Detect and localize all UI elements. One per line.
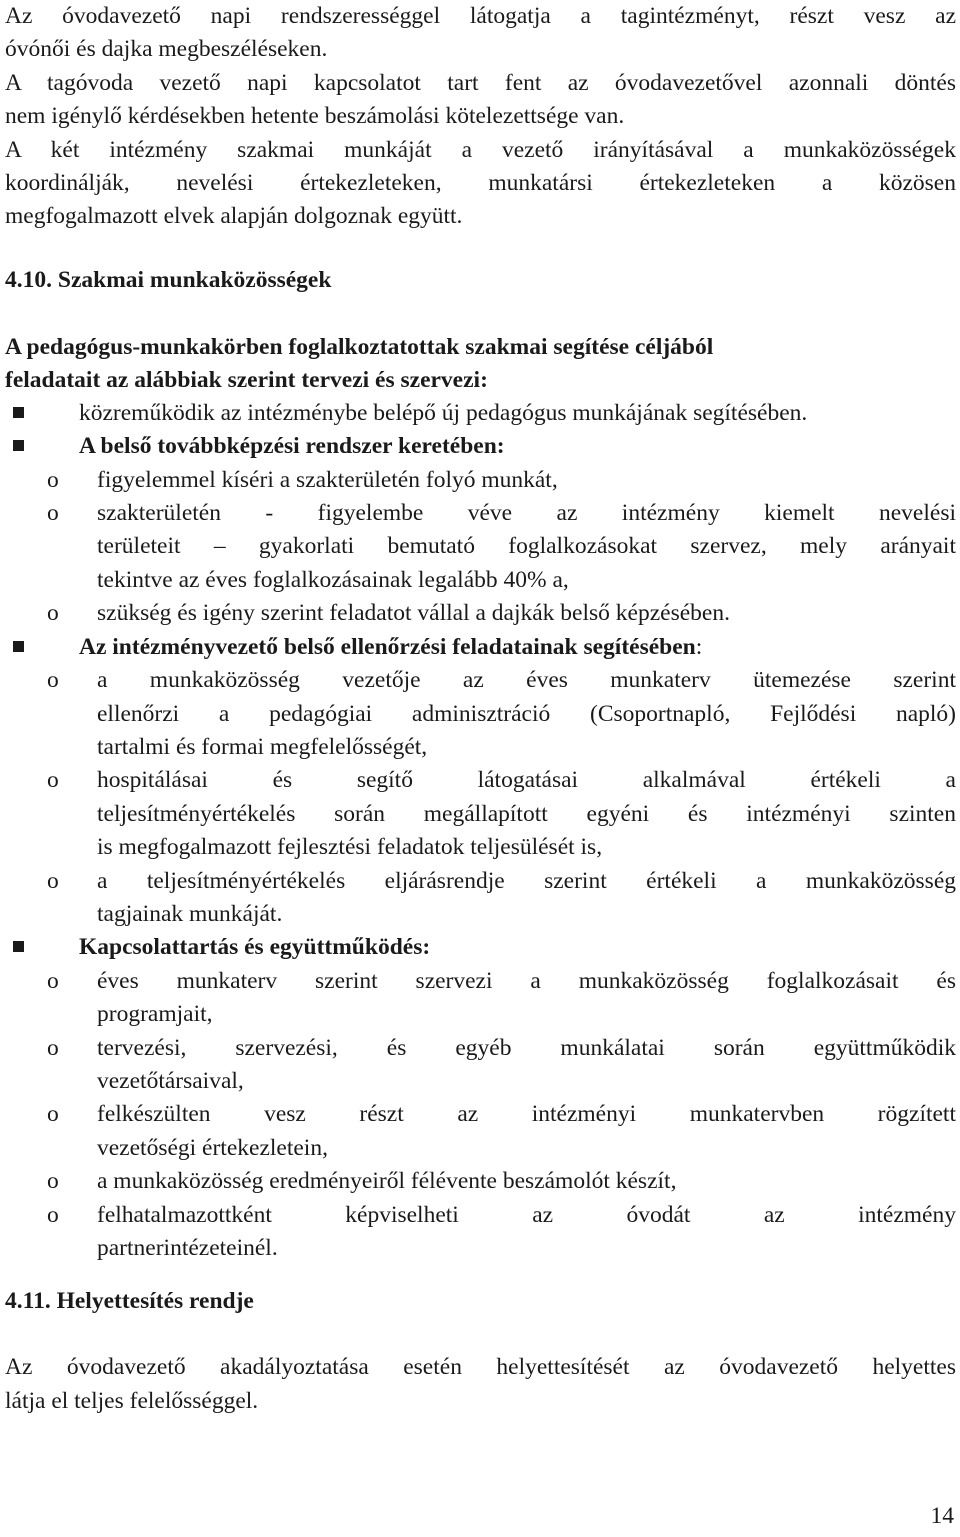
text-line: területeit – gyakorlati bemutató foglalkozásokat szervez, mely arányait — [97, 533, 956, 560]
text-line: óvónői és dajka megbeszéléseken. — [5, 36, 328, 63]
text-line: Az óvodavezető akadályoztatása esetén helyettesítését az óvodavezető helyettes — [5, 1354, 956, 1381]
text-line: A tagóvoda vezető napi kapcsolatot tart fent az óvodavezetővel azonnali döntés — [5, 69, 956, 96]
sub-list — [21, 664, 956, 931]
text-line: szükség és igény szerint feladatot vállal a dajkák belső képzésében. — [97, 600, 730, 627]
text-line: látja el teljes felelősséggel. — [5, 1387, 259, 1414]
text-line: nem igénylő kérdésekben hetente beszámolási kötelezettsége van. — [5, 103, 625, 130]
text-line: hospitálásai és segítő látogatásai alkalmával értékeli a — [97, 767, 956, 794]
circle-marker: o — [47, 1168, 59, 1195]
bullet-item — [5, 397, 956, 430]
sub-list-item — [21, 1165, 956, 1198]
text-line: partnerintézeteinél. — [97, 1235, 278, 1261]
text-line: teljesítményértékelés során megállapított egyéni és intézményi szinten — [97, 800, 956, 827]
sub-list-item — [21, 597, 956, 630]
sub-list-item — [21, 497, 956, 597]
sub-list-item — [21, 664, 956, 764]
sub-list-item — [21, 1098, 956, 1165]
sub-list-item — [21, 464, 956, 497]
circle-marker: o — [47, 767, 59, 794]
text-line: tekintve az éves foglalkozásainak legalább 40% a, — [97, 566, 569, 593]
text-line: Az óvodavezető napi rendszerességgel látogatja a tagintézményt, részt vesz az — [5, 3, 956, 29]
section-paragraph — [5, 1351, 956, 1418]
text-line: felhatalmazottként képviselheti az óvodát az intézmény — [97, 1201, 956, 1228]
text-line: feladatait az alábbiak szerint tervezi és szervezi: — [5, 366, 488, 393]
text-line: tartalmi és formai megfelelősségét, — [97, 733, 428, 760]
circle-marker: o — [47, 867, 59, 894]
bullet-title: A belső továbbképzési rendszer keretében: — [79, 433, 505, 460]
text-line: vezetőségi értekezletein, — [97, 1134, 328, 1161]
circle-marker: o — [47, 600, 59, 627]
text-line: tervezési, szervezési, és egyéb munkálatai során együttműködik — [97, 1034, 956, 1061]
text-line: vezetőtársaival, — [97, 1067, 244, 1094]
text-line: éves munkaterv szerint szervezi a munkaközösség foglalkozásait és — [97, 967, 956, 994]
circle-marker: o — [47, 1034, 59, 1061]
sub-list-item — [21, 865, 956, 932]
sub-list — [21, 965, 956, 1266]
bullet-list — [5, 397, 956, 1266]
text-line: megfogalmazott elvek alapján dolgoznak együtt. — [5, 203, 463, 230]
circle-marker: o — [47, 667, 59, 694]
page-number: 14 — [930, 1503, 954, 1529]
section-heading-4-11: 4.11. Helyettesítés rendje — [5, 1288, 254, 1315]
text-line: a teljesítményértékelés eljárásrendje szerint értékeli a munkaközösség — [97, 867, 956, 894]
text-line: a munkaközösség vezetője az éves munkaterv ütemezése szerint — [97, 667, 956, 694]
text-line: is megfogalmazott fejlesztési feladatok teljesülését is, — [97, 834, 603, 861]
bullet-title: közreműködik az intézménybe belépő új pedagógus munkájának segítésében. — [79, 399, 808, 426]
bullet-title: Kapcsolattartás és együttműködés: — [79, 934, 431, 961]
bullet-item — [5, 931, 956, 964]
bullet-item — [5, 631, 956, 664]
text-line: programjait, — [97, 1001, 213, 1028]
text-line: felkészülten vesz részt az intézményi munkatervben rögzített — [97, 1101, 956, 1128]
bullet-title: Az intézményvezető belső ellenőrzési feladatainak segítésében — [79, 633, 696, 660]
text-line: ellenőrzi a pedagógiai adminisztráció (Csoportnapló, Fejlődési napló) — [97, 700, 956, 727]
circle-marker: o — [47, 967, 59, 994]
sub-list — [21, 464, 956, 631]
text-line: szakterületén - figyelembe véve az intézmény kiemelt nevelési — [97, 500, 956, 527]
section-heading-4-10: 4.10. Szakmai munkaközösségek — [5, 266, 332, 293]
text-line: a munkaközösség eredményeiről félévente beszámolót készít, — [97, 1168, 677, 1195]
section-intro — [5, 331, 956, 397]
circle-marker: o — [47, 500, 59, 527]
text-line: A két intézmény szakmai munkáját a vezető irányításával a munkaközösségek — [5, 136, 956, 163]
sub-list-item — [21, 764, 956, 864]
intro-paragraph — [5, 0, 956, 234]
document-page — [5, 0, 956, 1418]
text-line: figyelemmel kíséri a szakterületén folyó munkát, — [97, 466, 558, 493]
circle-marker: o — [47, 466, 59, 493]
sub-list-item — [21, 1199, 956, 1266]
sub-list-item — [21, 965, 956, 1032]
bullet-item — [5, 430, 956, 463]
sub-list-item — [21, 1032, 956, 1099]
bullet-colon: : — [695, 633, 703, 660]
text-line: tagjainak munkáját. — [97, 900, 283, 927]
text-line: A pedagógus-munkakörben foglalkoztatottak szakmai segítése céljából — [5, 333, 714, 360]
text-line: koordinálják, nevelési értekezleteken, munkatársi értekezleteken a közösen — [5, 170, 956, 197]
circle-marker: o — [47, 1201, 59, 1228]
circle-marker: o — [47, 1101, 59, 1128]
